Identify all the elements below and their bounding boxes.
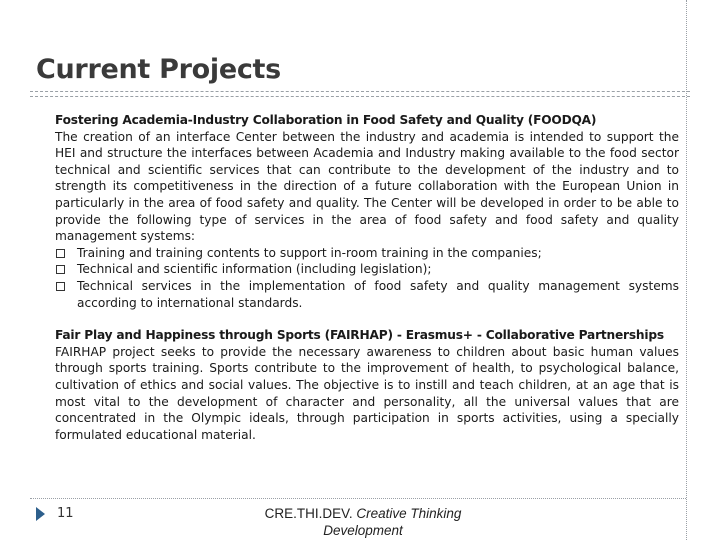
list-item: [55, 278, 679, 311]
slide-body: [55, 112, 679, 443]
right-margin-line: [686, 0, 687, 540]
list-item-text: Technical and scientific information (including legislation);: [77, 262, 432, 277]
checkbox-bullet-icon: [56, 282, 65, 291]
page-number: 11: [57, 506, 74, 521]
triangle-bullet-icon: [36, 507, 45, 521]
footer-caption: [250, 505, 476, 539]
footer-divider: [30, 498, 686, 499]
project-heading-foodqa: Fostering Academia-Industry Collaboration in Food Safety and Quality (FOODQA): [55, 113, 597, 127]
project-description-foodqa: The creation of an interface Center between the industry and academia is intended to support the HEI and structure the interfaces between Academia and Industry making available to the food sector technical and scientific services that can contribute to the development of the industry and to strength its competitiveness in the direction of a future collaboration with the European Union in particularly in the area of food safety and quality. The Center will be developed in order to be able to provide the following type of services in the area of food safety and food safety and quality management systems:: [55, 129, 679, 244]
list-item-text: Training and training contents to support in-room training in the companies;: [77, 245, 542, 260]
slide-title: Current Projects: [36, 54, 281, 85]
footer-tagline: Creative Thinking Development: [323, 506, 462, 538]
list-item-text: Technical services in the implementation of food safety and quality management systems according to international standards.: [77, 278, 679, 310]
checkbox-bullet-icon: [56, 265, 65, 274]
title-divider: [30, 91, 690, 97]
section-spacer: [55, 311, 679, 327]
list-item: [55, 245, 679, 262]
project-heading-fairhap: Fair Play and Happiness through Sports (FAIRHAP) - Erasmus+ - Collaborative Partnerships: [55, 328, 664, 343]
services-list: [55, 245, 679, 311]
project-description-fairhap: FAIRHAP project seeks to provide the necessary awareness to children about basic human values through sports training. Sports contribute to the improvement of health, to psychological balance, cultivation of ethics and social values. The objective is to instill and teach children, at an age that is most vital to the development of character and personality, all the universal values that are concentrated in the Olympic ideals, through participation in sports activities, using a specially formulated educational material.: [55, 344, 679, 442]
checkbox-bullet-icon: [56, 249, 65, 258]
list-item: [55, 261, 679, 278]
footer-org: CRE.THI.DEV.: [264, 506, 353, 521]
